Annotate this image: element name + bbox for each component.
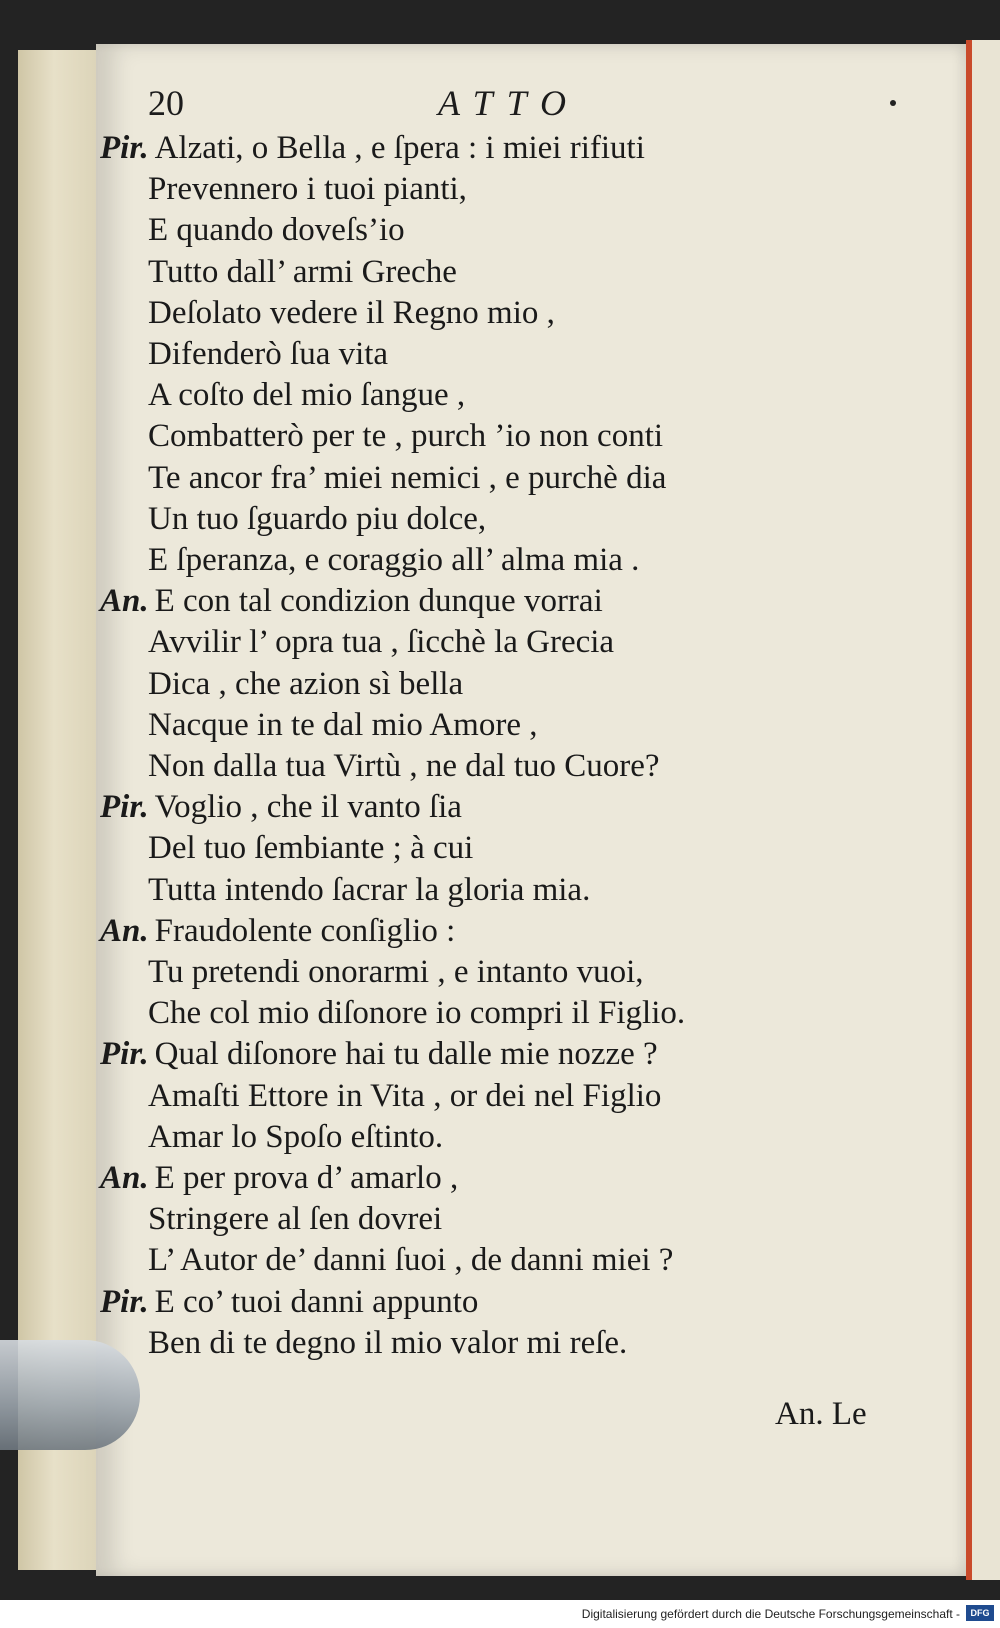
text-line (148, 870, 590, 910)
text-line (100, 581, 603, 621)
text-line (100, 911, 455, 951)
ink-dot (890, 100, 896, 106)
speaker-label: An. (100, 583, 149, 620)
text-line (148, 293, 555, 333)
text-line (148, 499, 486, 539)
speaker-label: Pir. (100, 1036, 149, 1073)
text-line (148, 458, 666, 498)
line-text: Amaſti Ettore in Vita , or dei nel Figlio (148, 1077, 662, 1114)
text-line (148, 705, 537, 745)
line-text: E con tal condizion dunque vorrai (154, 583, 603, 620)
text-line (100, 1158, 458, 1198)
line-text: E quando doveſs’io (148, 212, 405, 249)
text-line (148, 1076, 661, 1116)
speaker-label: An. (100, 1160, 149, 1196)
text-line (148, 540, 639, 580)
line-text: Del tuo ſembiante ; à cui (148, 830, 474, 867)
text-line (100, 1034, 658, 1074)
line-text: L’ Autor de’ danni ſuoi , de danni miei ? (148, 1242, 674, 1279)
text-line (148, 210, 405, 250)
line-text: Nacque in te dal mio Amore , (148, 706, 538, 743)
footer (0, 1600, 1000, 1628)
text-line (148, 664, 463, 704)
line-text: Fraudolente conſiglio : (154, 912, 456, 949)
line-text: Tutta intendo ſacrar la gloria mia. (148, 871, 591, 908)
line-text: Combatterò per te , purch ’io non conti (148, 418, 664, 455)
text-line (148, 622, 614, 662)
line-text: Voglio , che il vanto ſia (154, 789, 462, 826)
line-text: Deſolato vedere il Regno mio , (148, 294, 555, 331)
facing-page (972, 40, 1000, 1580)
line-text: Non dalla tua Virtù , ne dal tuo Cuore? (148, 748, 660, 784)
speaker-label: Pir. (100, 1283, 149, 1320)
line-text: Un tuo ſguardo piu dolce, (148, 500, 487, 537)
line-text: A coſto del mio ſangue , (148, 377, 466, 414)
text-line (100, 787, 462, 827)
speaker-label: An. (100, 912, 149, 949)
text-line (100, 1282, 478, 1322)
text-line (148, 1199, 442, 1239)
line-text: Te ancor fra’ miei nemici , e purchè dia (148, 459, 667, 496)
line-text: Tu pretendi onorarmi , e intanto vuoi, (148, 954, 644, 990)
line-text: E ſperanza, e coraggio all’ alma mia . (148, 542, 640, 578)
text-line (148, 952, 644, 992)
catchword: An. Le (775, 1396, 867, 1432)
line-text: E per prova d’ amarlo , (154, 1160, 459, 1196)
text-line (148, 252, 457, 292)
speaker-label: Pir. (100, 789, 149, 826)
page-clip (0, 1340, 140, 1450)
text-line (148, 334, 388, 374)
line-text: Ben di te degno il mio valor mi reſe. (148, 1324, 628, 1361)
dfg-logo: DFG (966, 1605, 994, 1621)
line-text: Prevennero i tuoi pianti, (148, 171, 467, 208)
text-line (100, 128, 645, 168)
text-line (148, 169, 467, 209)
text-line (148, 828, 473, 868)
line-text: Amar lo Spoſo eſtinto. (148, 1118, 444, 1155)
line-text: E co’ tuoi danni appunto (154, 1283, 479, 1320)
line-text: Difenderò ſua vita (148, 336, 389, 372)
line-text: Che col mio diſonore io compri il Figlio. (148, 995, 686, 1032)
text-line (148, 1117, 443, 1157)
text-line (148, 993, 685, 1033)
text-line (148, 416, 663, 456)
line-text: Alzati, o Bella , e ſpera : i miei rifiuti (154, 130, 645, 166)
text-line (148, 1240, 673, 1280)
line-text: Avvilir l’ opra tua , ſicchè la Grecia (148, 624, 615, 661)
running-header: ATTO (438, 83, 581, 123)
text-line (148, 375, 465, 415)
page-number: 20 (148, 83, 184, 123)
speaker-label: Pir. (100, 130, 149, 166)
line-text: Qual diſonore hai tu dalle mie nozze ? (154, 1036, 658, 1073)
line-text: Dica , che azion sì bella (148, 665, 464, 702)
text-line (148, 746, 660, 786)
line-text: Stringere al ſen dovrei (148, 1201, 443, 1238)
footer-text: Digitalisierung gefördert durch die Deutsche Forschungsgemeinschaft - (581, 1607, 960, 1621)
line-text: Tutto dall’ armi Greche (148, 253, 457, 290)
text-line (148, 1323, 627, 1363)
